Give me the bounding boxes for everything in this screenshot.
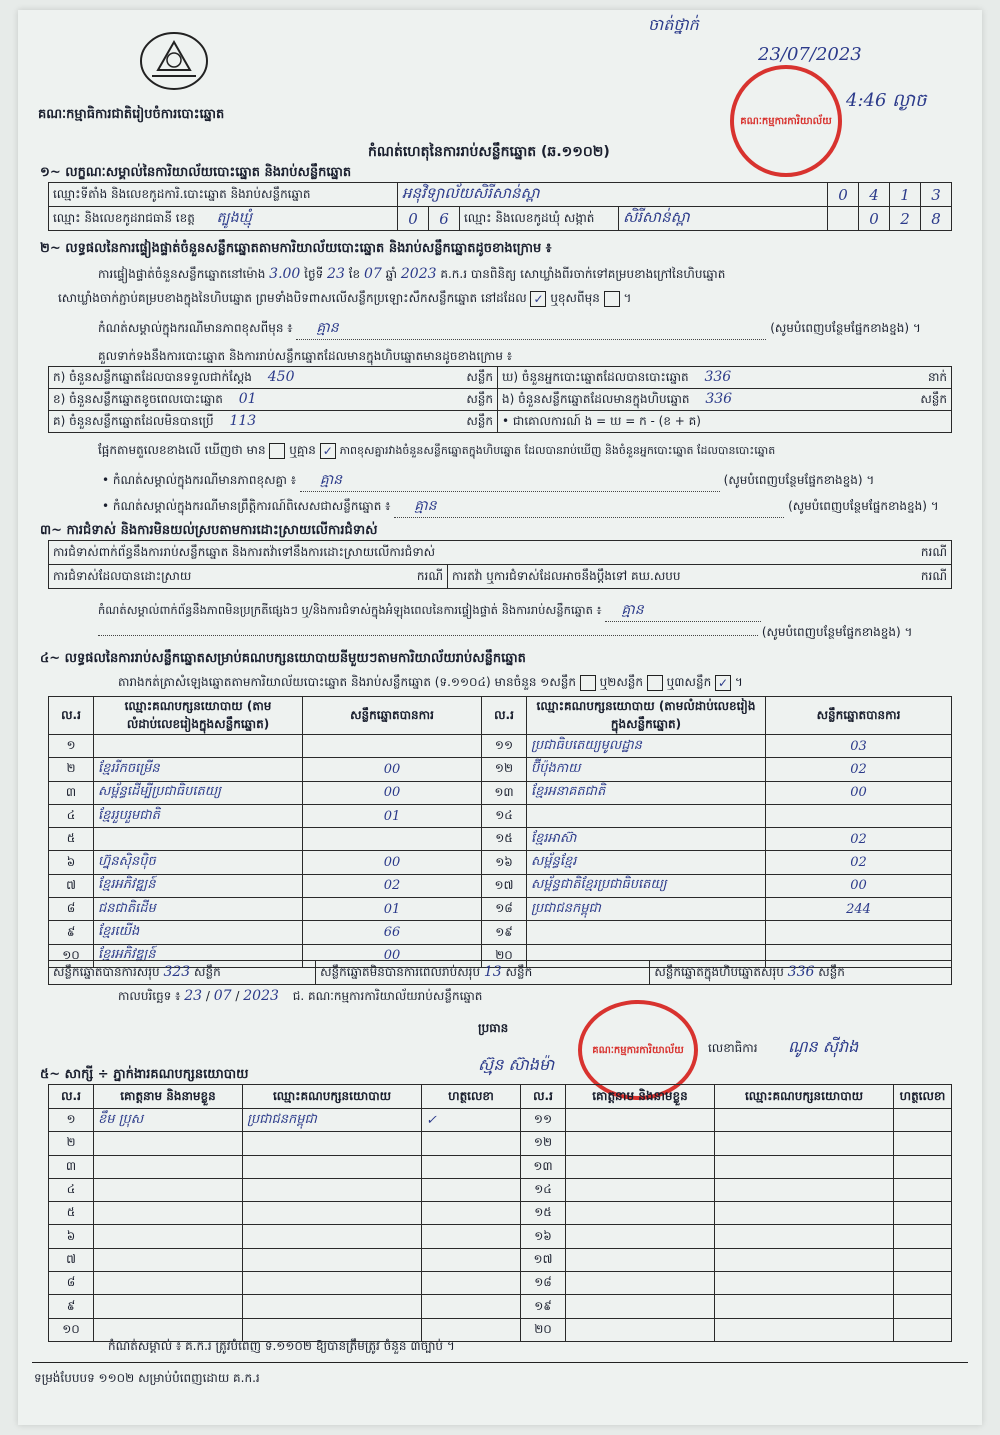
witness-sign-cell [422, 1155, 521, 1178]
objection-table [48, 540, 952, 589]
right-col-no: ល.រ [482, 697, 527, 735]
witness-no-cell: ១ [49, 1109, 94, 1132]
emblem-icon [138, 30, 210, 92]
witness-table [48, 1084, 952, 1342]
left-col-votes: សន្លឹកឆ្នោតបានការ [303, 697, 482, 735]
seal-note-row: កំណត់សម្គាល់ក្នុងករណីមានភាពខុសពីមុន ៖ គ្មាន (សូមបំពេញបន្ថែមផ្នែកខាងខ្នង) ។ [98, 318, 958, 340]
total-box-value: 336 [787, 963, 815, 980]
party-number-cell: ១០ [49, 944, 94, 967]
verification-day: 23 [327, 266, 345, 282]
party-votes-cell: 02 [766, 851, 952, 874]
objection-resolved: ការជំទាស់ដែលបានដោះស្រាយ ករណី [49, 565, 448, 589]
party-votes-cell: 00 [766, 781, 952, 804]
witness-no-cell: ៨ [49, 1272, 94, 1295]
witness-sign-cell [422, 1178, 521, 1201]
witness-empty-cell [894, 1178, 952, 1201]
witness-right-col-no: ល.រ [521, 1085, 566, 1109]
witness-no-cell: ១១ [521, 1109, 566, 1132]
party-vote-row [49, 828, 952, 851]
party-number-cell: ៨ [49, 898, 94, 921]
witness-no-cell: ១៨ [521, 1272, 566, 1295]
left-col-no: ល.រ [49, 697, 94, 735]
party-number-cell: ១៩ [482, 921, 527, 944]
witness-name-cell [94, 1155, 243, 1178]
witness-no-cell: ១៣ [521, 1155, 566, 1178]
witness-empty-cell [566, 1132, 715, 1155]
verification-time: 3.00 [269, 266, 301, 282]
party-vote-row [49, 758, 952, 781]
party-number-cell: ៤ [49, 804, 94, 827]
province-code-2: 6 [429, 207, 460, 231]
witness-row [49, 1248, 952, 1271]
witness-party-cell [243, 1202, 422, 1225]
party-number-cell: ៧ [49, 874, 94, 897]
irregularity-note-value: គ្មាន [605, 600, 761, 622]
party-name-cell: ហ្វ៊ុនស៊ិនប៉ិច [94, 851, 303, 874]
ballot-row-a: ក) ចំនួនសន្លឹកឆ្នោតដែលបានទទួលជាក់ស្តែង 450 សន្លឹក ឃ) ចំនួនអ្នកបោះឆ្នោតដែលបានបោះឆ្នោត 336 នាក់ [49, 367, 952, 389]
station-code-2: 4 [859, 183, 890, 207]
witness-party-cell [243, 1248, 422, 1271]
station-name: អនុវិទ្យាល័យសិរីសាន់ស្ពា [398, 183, 828, 207]
witness-no-cell: ៣ [49, 1155, 94, 1178]
total-box-cell: សន្លឹកឆ្នោតក្នុងហិបឆ្នោតសរុប 336 សន្លឹក [650, 961, 952, 985]
formula-note: • ជាគោលការណ៍ ង = ឃ = ក - (ខ + គ) [498, 411, 952, 433]
witness-empty-cell [566, 1318, 715, 1341]
official-seal-bottom: គណៈកម្មការការិយាល័យ [578, 1000, 698, 1100]
witness-empty-cell [566, 1295, 715, 1318]
party-number-cell: ១៨ [482, 898, 527, 921]
party-votes-cell: 66 [303, 921, 482, 944]
witness-empty-cell [566, 1202, 715, 1225]
party-votes-cell [766, 804, 952, 827]
handwritten-date: 23/07/2023 [758, 44, 862, 65]
verification-line: ការផ្ទៀងផ្ទាត់ចំនួនសន្លឹកឆ្នោតនៅម៉ោង 3.00 ថ្ងៃទី 23 ខែ 07 ឆ្នាំ 2023 គ.ក.រ បានពិនិត្យ សោឃ្លាំងពីរចាក់ទៅគម្របខាងក្រៅនៃហិបឆ្នោត [98, 266, 726, 282]
three-sheet-checkbox[interactable]: ✓ [715, 675, 731, 691]
witness-empty-cell [715, 1109, 894, 1132]
commune-name: សិរីសាន់ស្ពា [619, 207, 828, 231]
section4-title: ៤~ លទ្ធផលនៃការរាប់សន្លឹកឆ្នោតសម្រាប់គណបក្សនយោបាយនីមួយៗតាមការិយាល័យរាប់សន្លឹកឆ្នោត [40, 651, 526, 666]
changed-checkbox[interactable] [604, 291, 620, 307]
signing-day: 23 [184, 988, 203, 1004]
station-code-1: 0 [828, 183, 859, 207]
witness-empty-cell [566, 1178, 715, 1201]
party-votes-cell: 00 [766, 874, 952, 897]
party-votes-cell: 01 [303, 898, 482, 921]
witness-name-cell [94, 1132, 243, 1155]
party-name-cell: ខ្មែរអនាគតជាតិ [527, 781, 766, 804]
party-number-cell: ១៧ [482, 874, 527, 897]
voters-count: 336 [704, 368, 732, 385]
party-votes-table [48, 696, 952, 968]
section3-title: ៣~ ការជំទាស់ និងការមិនយល់ស្របតាមការដោះស្រាយលើការជំទាស់ [40, 523, 378, 538]
section1-table [48, 182, 952, 231]
witness-party-cell [243, 1155, 422, 1178]
witness-empty-cell [566, 1225, 715, 1248]
province-label: ឈ្មោះ និងលេខកូដរាជធានី ខេត្ត ត្បូងឃ្មុំ [49, 207, 398, 231]
incident-note-value: គ្មាន [394, 496, 784, 518]
party-number-cell: ១២ [482, 758, 527, 781]
party-name-cell: ខ្មែររីកចម្រើន [94, 758, 303, 781]
witness-name-cell: ខឹម ប្រុស [94, 1109, 243, 1132]
party-votes-cell: 02 [766, 758, 952, 781]
witness-no-cell: ២០ [521, 1318, 566, 1341]
witness-empty-cell [715, 1295, 894, 1318]
witness-empty-cell [715, 1248, 894, 1271]
seal-note-value: គ្មាន [296, 318, 766, 340]
party-name-cell: ប៊ីប៉ុងកាយ [527, 758, 766, 781]
witness-sign-cell [422, 1295, 521, 1318]
witness-no-cell: ១៦ [521, 1225, 566, 1248]
secretary-label: លេខាធិការ [708, 1041, 758, 1055]
witness-sign-cell [422, 1202, 521, 1225]
witness-empty-cell [566, 1155, 715, 1178]
witness-right-col-sign: ហត្ថលេខា [894, 1085, 952, 1109]
party-vote-row [49, 921, 952, 944]
witness-name-cell [94, 1225, 243, 1248]
party-vote-row [49, 804, 952, 827]
witness-empty-cell [894, 1295, 952, 1318]
witness-empty-cell [894, 1155, 952, 1178]
difference-line: ផ្អែកតាមតួលេខខាងលើ ឃើញថា មាន ឬគ្មាន ✓ ភាពខុសគ្នារវាងចំនួនសន្លឹកឆ្នោតក្នុងហិបឆ្នោត ដែលបានរាប់ឃើញ និងចំនួនអ្នកបោះឆ្នោត ដែលបានបោះឆ្នោត [98, 443, 776, 458]
witness-no-cell: ១៩ [521, 1295, 566, 1318]
witness-empty-cell [715, 1272, 894, 1295]
witness-empty-cell [715, 1155, 894, 1178]
witness-party-cell [243, 1225, 422, 1248]
party-votes-cell: 03 [766, 735, 952, 758]
party-name-cell: ប្រជាជនកម្ពុជា [527, 898, 766, 921]
party-number-cell: ៩ [49, 921, 94, 944]
witness-name-cell [94, 1202, 243, 1225]
witness-left-col-party: ឈ្មោះគណបក្សនយោបាយ [243, 1085, 422, 1109]
witness-no-cell: ១៤ [521, 1178, 566, 1201]
total-valid-cell: សន្លឹកឆ្នោតបានការសរុប 323 សន្លឹក [49, 961, 316, 985]
party-vote-row [49, 874, 952, 897]
station-label: ឈ្មោះទីតាំង និងលេខកូដការិ.បោះឆ្នោត និងរាប់សន្លឹកឆ្នោត [49, 183, 398, 207]
left-col-party: ឈ្មោះគណបក្សនយោបាយ (តាមលំដាប់លេខរៀងក្នុងសន្លឹកឆ្នោត) [94, 697, 303, 735]
vote-totals-table [48, 960, 952, 985]
ballot-row-b: ខ) ចំនួនសន្លឹកឆ្នោតខូចពេលបោះឆ្នោត 01 សន្លឹក ង) ចំនួនសន្លឹកឆ្នោតដែលមានក្នុងហិបឆ្នោត 336 សន្លឹក [49, 389, 952, 411]
party-name-cell [94, 828, 303, 851]
party-name-cell: ខ្មែរយើង [94, 921, 303, 944]
difference-note-row: • កំណត់សម្គាល់ក្នុងករណីមានភាពខុសគ្នា ៖ គ្មាន (សូមបំពេញបន្ថែមផ្នែកខាងខ្នង) ។ [102, 470, 958, 492]
witness-sign-cell [422, 1225, 521, 1248]
commune-label: ឈ្មោះ និងលេខកូដឃុំ សង្កាត់ [460, 207, 619, 231]
witness-row [49, 1178, 952, 1201]
party-vote-row [49, 735, 952, 758]
footnote: កំណត់សម្គាល់ ៖ គ.ក.រ ត្រូវបំពេញ ទ.១១០២ ឱ្យបានត្រឹមត្រូវ ចំនួន ៣ច្បាប់ ។ [108, 1339, 455, 1353]
party-name-cell: សម្ព័ន្ធដើម្បីប្រជាធិបតេយ្យ [94, 781, 303, 804]
witness-no-cell: ២ [49, 1132, 94, 1155]
witness-no-cell: ១២ [521, 1132, 566, 1155]
witness-empty-cell [566, 1272, 715, 1295]
form-title: កំណត់ហេតុនៃការរាប់សន្លឹកឆ្នោត (ឆ.១១០២) [368, 144, 610, 160]
witness-no-cell: ៦ [49, 1225, 94, 1248]
party-name-cell [527, 921, 766, 944]
secretary-signature: ណូន ស៊ីវាង [788, 1037, 859, 1056]
right-col-votes: សន្លឹកឆ្នោតបានការ [766, 697, 952, 735]
witness-right-col-name: គោត្តនាម និងនាមខ្លួន [566, 1085, 715, 1109]
commune-code-3: 8 [921, 207, 952, 231]
party-votes-cell: 00 [303, 758, 482, 781]
witness-left-col-no: ល.រ [49, 1085, 94, 1109]
witness-name-cell [94, 1248, 243, 1271]
ballot-count-table [48, 366, 952, 433]
irregularity-note-row: កំណត់សម្គាល់ពាក់ព័ន្ធនឹងភាពមិនប្រក្រតីផ្សេងៗ ឬ/និងការជំទាស់ក្នុងអំឡុងពេលនៃការផ្ទៀងផ្ទាត់ និងការរាប់សន្លឹកឆ្នោត ៖ គ្មាន [98, 600, 761, 622]
party-name-cell: ខ្មែររួបរួមជាតិ [94, 804, 303, 827]
party-vote-row [49, 898, 952, 921]
witness-sign-cell [422, 1132, 521, 1155]
witness-sign-cell [422, 1272, 521, 1295]
witness-empty-cell [894, 1248, 952, 1271]
witness-empty-cell [894, 1318, 952, 1341]
right-col-party: ឈ្មោះគណបក្សនយោបាយ (តាមលំដាប់លេខរៀងក្នុងសន្លឹកឆ្នោត) [527, 697, 766, 735]
party-votes-cell: 00 [303, 781, 482, 804]
witness-name-cell [94, 1272, 243, 1295]
ballot-row-c: គ) ចំនួនសន្លឹកឆ្នោតដែលមិនបានប្រើ 113 សន្លឹក • ជាគោលការណ៍ ង = ឃ = ក - (ខ + គ) [49, 411, 952, 433]
witness-row [49, 1202, 952, 1225]
difference-note-value: គ្មាន [300, 470, 720, 492]
result-intro: គួលទាក់ទងនឹងការបោះឆ្នោត និងការរាប់សន្លឹកឆ្នោតដែលមានក្នុងហិបឆ្នោតមានដូចខាងក្រោម ៖ [98, 349, 513, 363]
party-name-cell [94, 735, 303, 758]
party-number-cell: ១៦ [482, 851, 527, 874]
chief-signature: ស្ម៊ុន ស៊ាងម៉ា [478, 1055, 555, 1074]
witness-name-cell [94, 1178, 243, 1201]
province-name: ត្បូងឃ្មុំ [216, 210, 252, 226]
party-name-cell: សម្ព័ន្ធខ្មែរ [527, 851, 766, 874]
verification-year: 2023 [400, 266, 437, 282]
party-name-cell [527, 804, 766, 827]
party-number-cell: ១១ [482, 735, 527, 758]
signing-date-line: កាលបរិច្ឆេទ ៖ 23 / 07 / 2023 ជ. គណៈកម្មការការិយាល័យរាប់សន្លឹកឆ្នោត [118, 988, 483, 1004]
commune-code-2: 2 [890, 207, 921, 231]
witness-empty-cell [894, 1132, 952, 1155]
irregularity-fill-hint: (សូមបំពេញបន្ថែមផ្នែកខាងខ្នង) ។ [98, 624, 958, 642]
witness-left-col-sign: ហត្ថលេខា [422, 1085, 521, 1109]
witness-no-cell: ៥ [49, 1202, 94, 1225]
difference-yes-checkbox[interactable] [269, 443, 285, 459]
witness-empty-cell [715, 1318, 894, 1341]
signing-month: 07 [213, 988, 232, 1004]
party-number-cell: ២០ [482, 944, 527, 967]
witness-no-cell: ១០ [49, 1318, 94, 1341]
witness-no-cell: ៩ [49, 1295, 94, 1318]
verification-month: 07 [363, 266, 382, 282]
party-votes-cell: 244 [766, 898, 952, 921]
objection-appeal: ការតវ៉ា ឬការជំទាស់ដែលអាចនឹងប្តឹងទៅ គឃ.សបប ករណី [448, 565, 952, 589]
witness-empty-cell [894, 1202, 952, 1225]
witness-empty-cell [715, 1178, 894, 1201]
party-votes-cell: 01 [303, 804, 482, 827]
section1-title: ១~ លក្ខណៈសម្គាល់នៃការិយាល័យបោះឆ្នោត និងរាប់សន្លឹកឆ្នោត [40, 165, 352, 180]
tally-sheet-line: តារាងកត់ត្រាសំឡេងឆ្នោតតាមការិយាល័យបោះឆ្នោត និងរាប់សន្លឹកឆ្នោត (ទ.១១០៤) មានចំនួន ១សន្លឹក ឬ២សន្លឹក ឬ៣សន្លឹក ✓ ។ [118, 675, 743, 690]
witness-empty-cell [715, 1202, 894, 1225]
unchanged-checkbox[interactable]: ✓ [530, 291, 546, 307]
total-valid-value: 323 [163, 963, 191, 980]
witness-row [49, 1109, 952, 1132]
chief-label: ប្រធាន [478, 1021, 509, 1035]
party-name-cell: ជនជាតិដើម [94, 898, 303, 921]
one-sheet-checkbox[interactable] [580, 675, 596, 691]
footer-divider [32, 1362, 968, 1363]
party-votes-cell: 02 [303, 874, 482, 897]
party-number-cell: ១៤ [482, 804, 527, 827]
witness-empty-cell [566, 1248, 715, 1271]
witness-row [49, 1295, 952, 1318]
witness-empty-cell [566, 1109, 715, 1132]
witness-sign-cell [422, 1248, 521, 1271]
party-name-cell: សម្ព័ន្ធជាតិខ្មែរប្រជាធិបតេយ្យ [527, 874, 766, 897]
witness-party-cell [243, 1178, 422, 1201]
section2-title: ២~ លទ្ធផលនៃការផ្ទៀងផ្ទាត់ចំនួនសន្លឹកឆ្នោតតាមការិយាល័យបោះឆ្នោត និងរាប់សន្លឹកឆ្នោតដូចខាងក្រោម ៖ [40, 241, 552, 256]
witness-party-cell [243, 1272, 422, 1295]
objection-row-1: ការជំទាស់ពាក់ព័ន្ធនឹងការរាប់សន្លឹកឆ្នោត និងការតវ៉ាទៅនឹងការដោះស្រាយលើការជំទាស់ ករណី [49, 541, 952, 565]
commune-code-1: 0 [859, 207, 890, 231]
total-invalid-cell: សន្លឹកឆ្នោតមិនបានការពេលរាប់សរុប 13 សន្លឹក [316, 961, 650, 985]
party-votes-cell: 00 [303, 851, 482, 874]
party-number-cell: ២ [49, 758, 94, 781]
witness-row [49, 1225, 952, 1248]
witness-row [49, 1272, 952, 1295]
unused-ballots: 113 [229, 412, 257, 429]
witness-empty-cell [715, 1132, 894, 1155]
handwritten-time: 4:46 ល្ងាច [846, 90, 927, 111]
total-invalid-value: 13 [483, 963, 502, 980]
form-sheet [18, 10, 982, 1425]
witness-no-cell: ៤ [49, 1178, 94, 1201]
party-vote-row [49, 851, 952, 874]
station-code-3: 1 [890, 183, 921, 207]
party-vote-row [49, 781, 952, 804]
handwritten-note-top: ចាត់ថ្នាក់ [648, 15, 699, 34]
witness-empty-cell [715, 1225, 894, 1248]
difference-no-checkbox[interactable]: ✓ [320, 443, 336, 459]
official-seal-top: គណៈកម្មការការិយាល័យ [730, 65, 842, 177]
party-votes-cell [766, 921, 952, 944]
witness-party-cell: ប្រជាជនកម្ពុជា [243, 1109, 422, 1132]
form-footer: ទម្រង់បែបបទ ១១០២ សម្រាប់បំពេញដោយ គ.ក.រ [34, 1371, 260, 1385]
party-name-cell: ប្រជាធិបតេយ្យមូលដ្ឋាន [527, 735, 766, 758]
party-name-cell: ខ្មែរអភិវឌ្ឍន៍ [94, 874, 303, 897]
party-name-cell: ខ្មែរអាស៊ា [527, 828, 766, 851]
received-ballots: 450 [267, 368, 295, 385]
ballots-in-box: 336 [705, 390, 733, 407]
witness-right-col-party: ឈ្មោះគណបក្សនយោបាយ [715, 1085, 894, 1109]
party-name-cell: ខ្មែរអភិវឌ្ឍន៍ [94, 944, 303, 967]
party-votes-cell: 02 [766, 828, 952, 851]
witness-party-cell [243, 1132, 422, 1155]
spoiled-ballots: 01 [238, 390, 257, 407]
section5-title: ៥~ សាក្សី ÷ ភ្នាក់ងារគណបក្សនយោបាយ [40, 1067, 249, 1082]
province-code-1: 0 [398, 207, 429, 231]
party-number-cell: ៦ [49, 851, 94, 874]
witness-no-cell: ៧ [49, 1248, 94, 1271]
two-sheet-checkbox[interactable] [647, 675, 663, 691]
witness-empty-cell [894, 1272, 952, 1295]
incident-note-row: • កំណត់សម្គាល់ក្នុងករណីមានព្រឹត្តិការណ៍ពិសេសជាសន្លឹកឆ្នោត ៖ គ្មាន (សូមបំពេញបន្ថែមផ្នែកខាងខ្នង) ។ [102, 496, 958, 518]
witness-empty-cell [894, 1225, 952, 1248]
party-votes-cell: 00 [303, 944, 482, 967]
witness-no-cell: ១៧ [521, 1248, 566, 1271]
witness-sign-cell: ✓ [422, 1109, 521, 1132]
station-code-4: 3 [921, 183, 952, 207]
party-votes-cell [303, 828, 482, 851]
witness-empty-cell [894, 1109, 952, 1132]
witness-name-cell [94, 1295, 243, 1318]
authority-name: គណៈកម្មាធិការជាតិរៀបចំការបោះឆ្នោត [38, 107, 225, 122]
witness-row [49, 1132, 952, 1155]
seal-status-line: សោឃ្លាំងចាក់ភ្ជាប់គម្របខាងក្នុងនៃហិបឆ្នោត ព្រមទាំងបិទពាសលើសន្លឹកប្រឡោះសឹកសន្លឹកឆ្នោត នៅដដែល ✓ ឬខុសពីមុន ។ [58, 291, 632, 306]
party-number-cell: ១ [49, 735, 94, 758]
party-number-cell: ១៥ [482, 828, 527, 851]
party-votes-cell [303, 735, 482, 758]
party-number-cell: ៣ [49, 781, 94, 804]
party-number-cell: ១៣ [482, 781, 527, 804]
witness-no-cell: ១៥ [521, 1202, 566, 1225]
witness-row [49, 1155, 952, 1178]
witness-party-cell [243, 1295, 422, 1318]
witness-left-col-name: គោត្តនាម និងនាមខ្លួន [94, 1085, 243, 1109]
signing-year: 2023 [243, 988, 279, 1004]
party-number-cell: ៥ [49, 828, 94, 851]
